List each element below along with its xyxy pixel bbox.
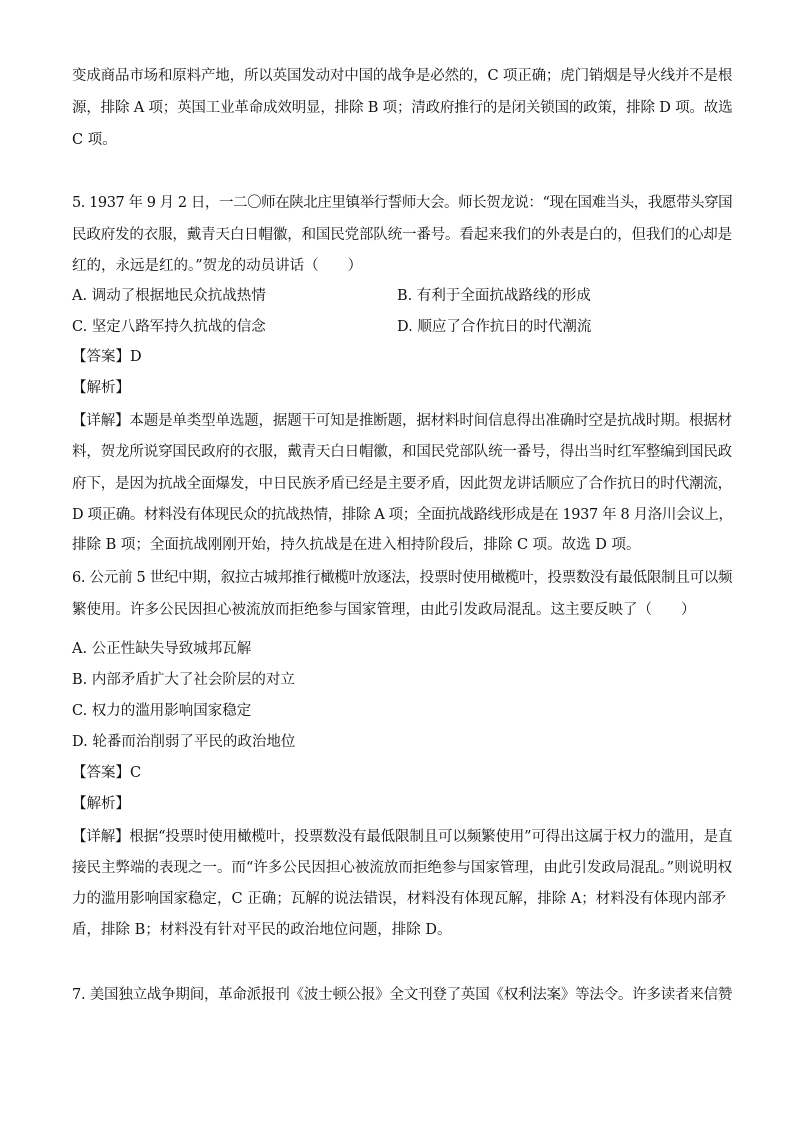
question-5-detail: 排除 B 项；全面抗战刚刚开始，持久抗战是在进入相持阶段后，排除 C 项。故选 D 项。 <box>72 537 641 553</box>
question-6-option-c: C. 权力的滥用影响国家稳定 <box>72 703 252 719</box>
question-5-option-a: A. 调动了根据地民众抗战热情 <box>72 288 266 304</box>
question-5-option-d: D. 顺应了合作抗日的时代潮流 <box>397 319 592 335</box>
question-5-detail: 【详解】本题是单类型单选题，据题干可知是推断题，据材料时间信息得出准确时空是抗战时期。根据材 <box>72 413 732 429</box>
question-5-option-b: B. 有利于全面抗战路线的形成 <box>397 288 591 304</box>
question-6-option-a: A. 公正性缺失导致城邦瓦解 <box>72 641 252 657</box>
question-5-detail: D 项正确。材料没有体现民众的抗战热情，排除 A 项；全面抗战路线形成是在 1937 年 8 月洛川会议上， <box>72 507 733 523</box>
question-6-stem: 繁使用。许多公民因担心被流放而拒绝参与国家管理，由此引发政局混乱。这主要反映了（ ） <box>72 602 696 618</box>
question-6-detail: 力的滥用影响国家稳定，C 正确；瓦解的说法错误，材料没有体现瓦解，排除 A；材料没有体现内部矛 <box>72 891 727 907</box>
question-6-answer: 【答案】C <box>72 765 142 781</box>
question-5-detail: 府下，是因为抗战全面爆发，中日民族矛盾已经是主要矛盾，因此贺龙讲话顺应了合作抗日的时代潮流， <box>72 476 732 492</box>
question-6-analysis-label: 【解析】 <box>72 796 130 812</box>
question-5-answer: 【答案】D <box>72 349 142 365</box>
paragraph-line: C 项。 <box>72 132 117 148</box>
question-6-option-d: D. 轮番而治削弱了平民的政治地位 <box>72 734 296 750</box>
question-5-analysis-label: 【解析】 <box>72 380 130 396</box>
question-5-detail: 料，贺龙所说穿国民政府的衣服，戴青天白日帽徽，和国民党部队统一番号，得出当时红军整编到国民政 <box>72 444 732 460</box>
question-6-detail: 【详解】根据“投票时使用橄榄叶，投票数没有最低限制且可以频繁使用”可得出这属于权力的滥用，是直 <box>72 829 733 845</box>
question-5-stem: 5. 1937 年 9 月 2 日，一二〇师在陕北庄里镇举行誓师大会。师长贺龙说：“现在国难当头，我愿带头穿国 <box>72 195 733 211</box>
question-5-stem: 红的，永远是红的。”贺龙的动员讲话（ ） <box>72 258 363 274</box>
question-6-detail: 接民主弊端的表现之一。而“许多公民因担心被流放而拒绝参与国家管理，由此引发政局混乱。”则说明权 <box>72 860 733 876</box>
question-5-stem: 民政府发的衣服，戴青天白日帽徽，和国民党部队统一番号。看起来我们的外表是白的，但我们的心却是 <box>72 227 732 243</box>
question-6-option-b: B. 内部矛盾扩大了社会阶层的对立 <box>72 672 295 688</box>
question-6-detail: 盾，排除 B；材料没有针对平民的政治地位问题，排除 D。 <box>72 922 452 938</box>
paragraph-line: 变成商品市场和原料产地，所以英国发动对中国的战争是必然的，C 项正确；虎门销烟是导火线并不是根 <box>72 68 733 84</box>
question-7-stem: 7. 美国独立战争期间，革命派报刊《波士顿公报》全文刊登了英国《权利法案》等法令。许多读者来信赞 <box>72 987 733 1003</box>
question-6-stem: 6. 公元前 5 世纪中期，叙拉古城邦推行橄榄叶放逐法，投票时使用橄榄叶，投票数没有最低限制且可以频 <box>72 570 733 586</box>
paragraph-line: 源，排除 A 项；英国工业革命成效明显，排除 B 项；清政府推行的是闭关锁国的政策，排除 D 项。故选 <box>72 100 733 116</box>
question-5-option-c: C. 坚定八路军持久抗战的信念 <box>72 319 266 335</box>
